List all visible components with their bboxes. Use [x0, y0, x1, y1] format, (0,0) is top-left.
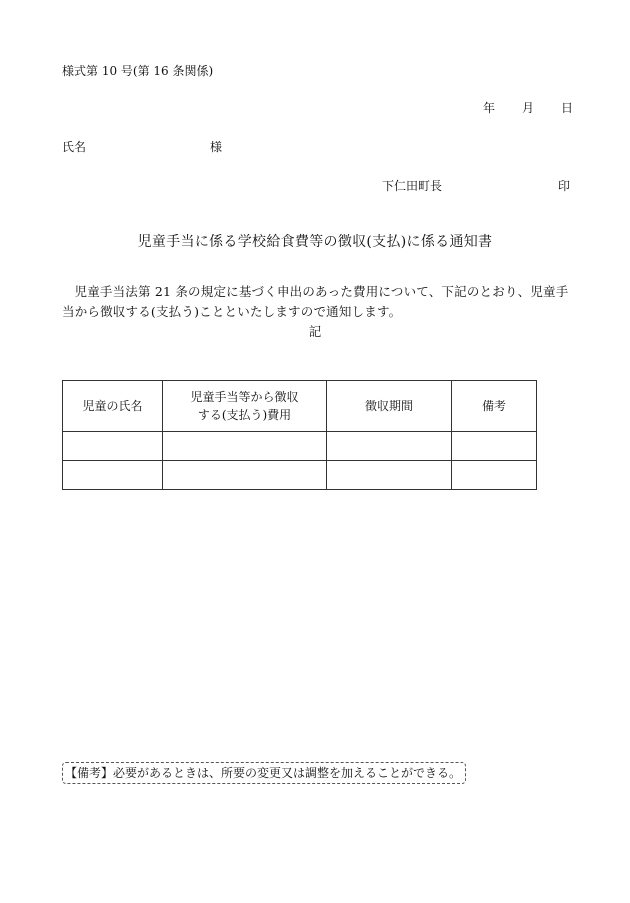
cell-cost[interactable] [163, 432, 327, 461]
recipient-line [62, 138, 222, 155]
ki-heading: 記 [308, 324, 322, 339]
date-year-label: 年 [483, 101, 496, 115]
notice-body-text: 児童手当法第 21 条の規定に基づく申出のあった費用について、下記のとおり、児童手当から徴収する(支払う)ことといたしますので通知します。 [62, 284, 569, 319]
remarks-note [62, 762, 466, 784]
recipient-name-label: 氏名 [62, 140, 87, 154]
date-line [483, 99, 573, 116]
header-remarks: 備考 [452, 381, 537, 432]
cell-remarks[interactable] [452, 432, 537, 461]
cell-cost[interactable] [163, 461, 327, 490]
cell-period[interactable] [327, 432, 452, 461]
issuer-name: 下仁田町長 [382, 179, 443, 193]
date-day-label: 日 [560, 101, 573, 115]
date-month-label: 月 [521, 101, 534, 115]
header-child-name: 児童の氏名 [63, 381, 163, 432]
table-row [63, 432, 537, 461]
header-cost-line1: 児童手当等から徴収 [190, 390, 299, 404]
seal-mark: 印 [557, 179, 570, 193]
cell-remarks[interactable] [452, 461, 537, 490]
issuer-line [382, 177, 570, 194]
document-title: 児童手当に係る学校給食費等の徴収(支払)に係る通知書 [137, 234, 493, 250]
recipient-honorific: 様 [209, 140, 222, 154]
header-cost [163, 381, 327, 432]
remarks-note-text: 必要があるときは、所要の変更又は調整を加えることができる。 [113, 766, 462, 780]
cell-child-name[interactable] [63, 461, 163, 490]
header-cost-line2: する(支払う)費用 [197, 408, 292, 422]
collection-details-table [62, 380, 537, 490]
cell-period[interactable] [327, 461, 452, 490]
cell-child-name[interactable] [63, 432, 163, 461]
remarks-note-label: 【備考】 [65, 766, 114, 780]
form-number: 様式第 10 号(第 16 条関係) [62, 64, 214, 78]
table-row [63, 461, 537, 490]
header-period: 徴収期間 [327, 381, 452, 432]
table-header-row [63, 381, 537, 432]
